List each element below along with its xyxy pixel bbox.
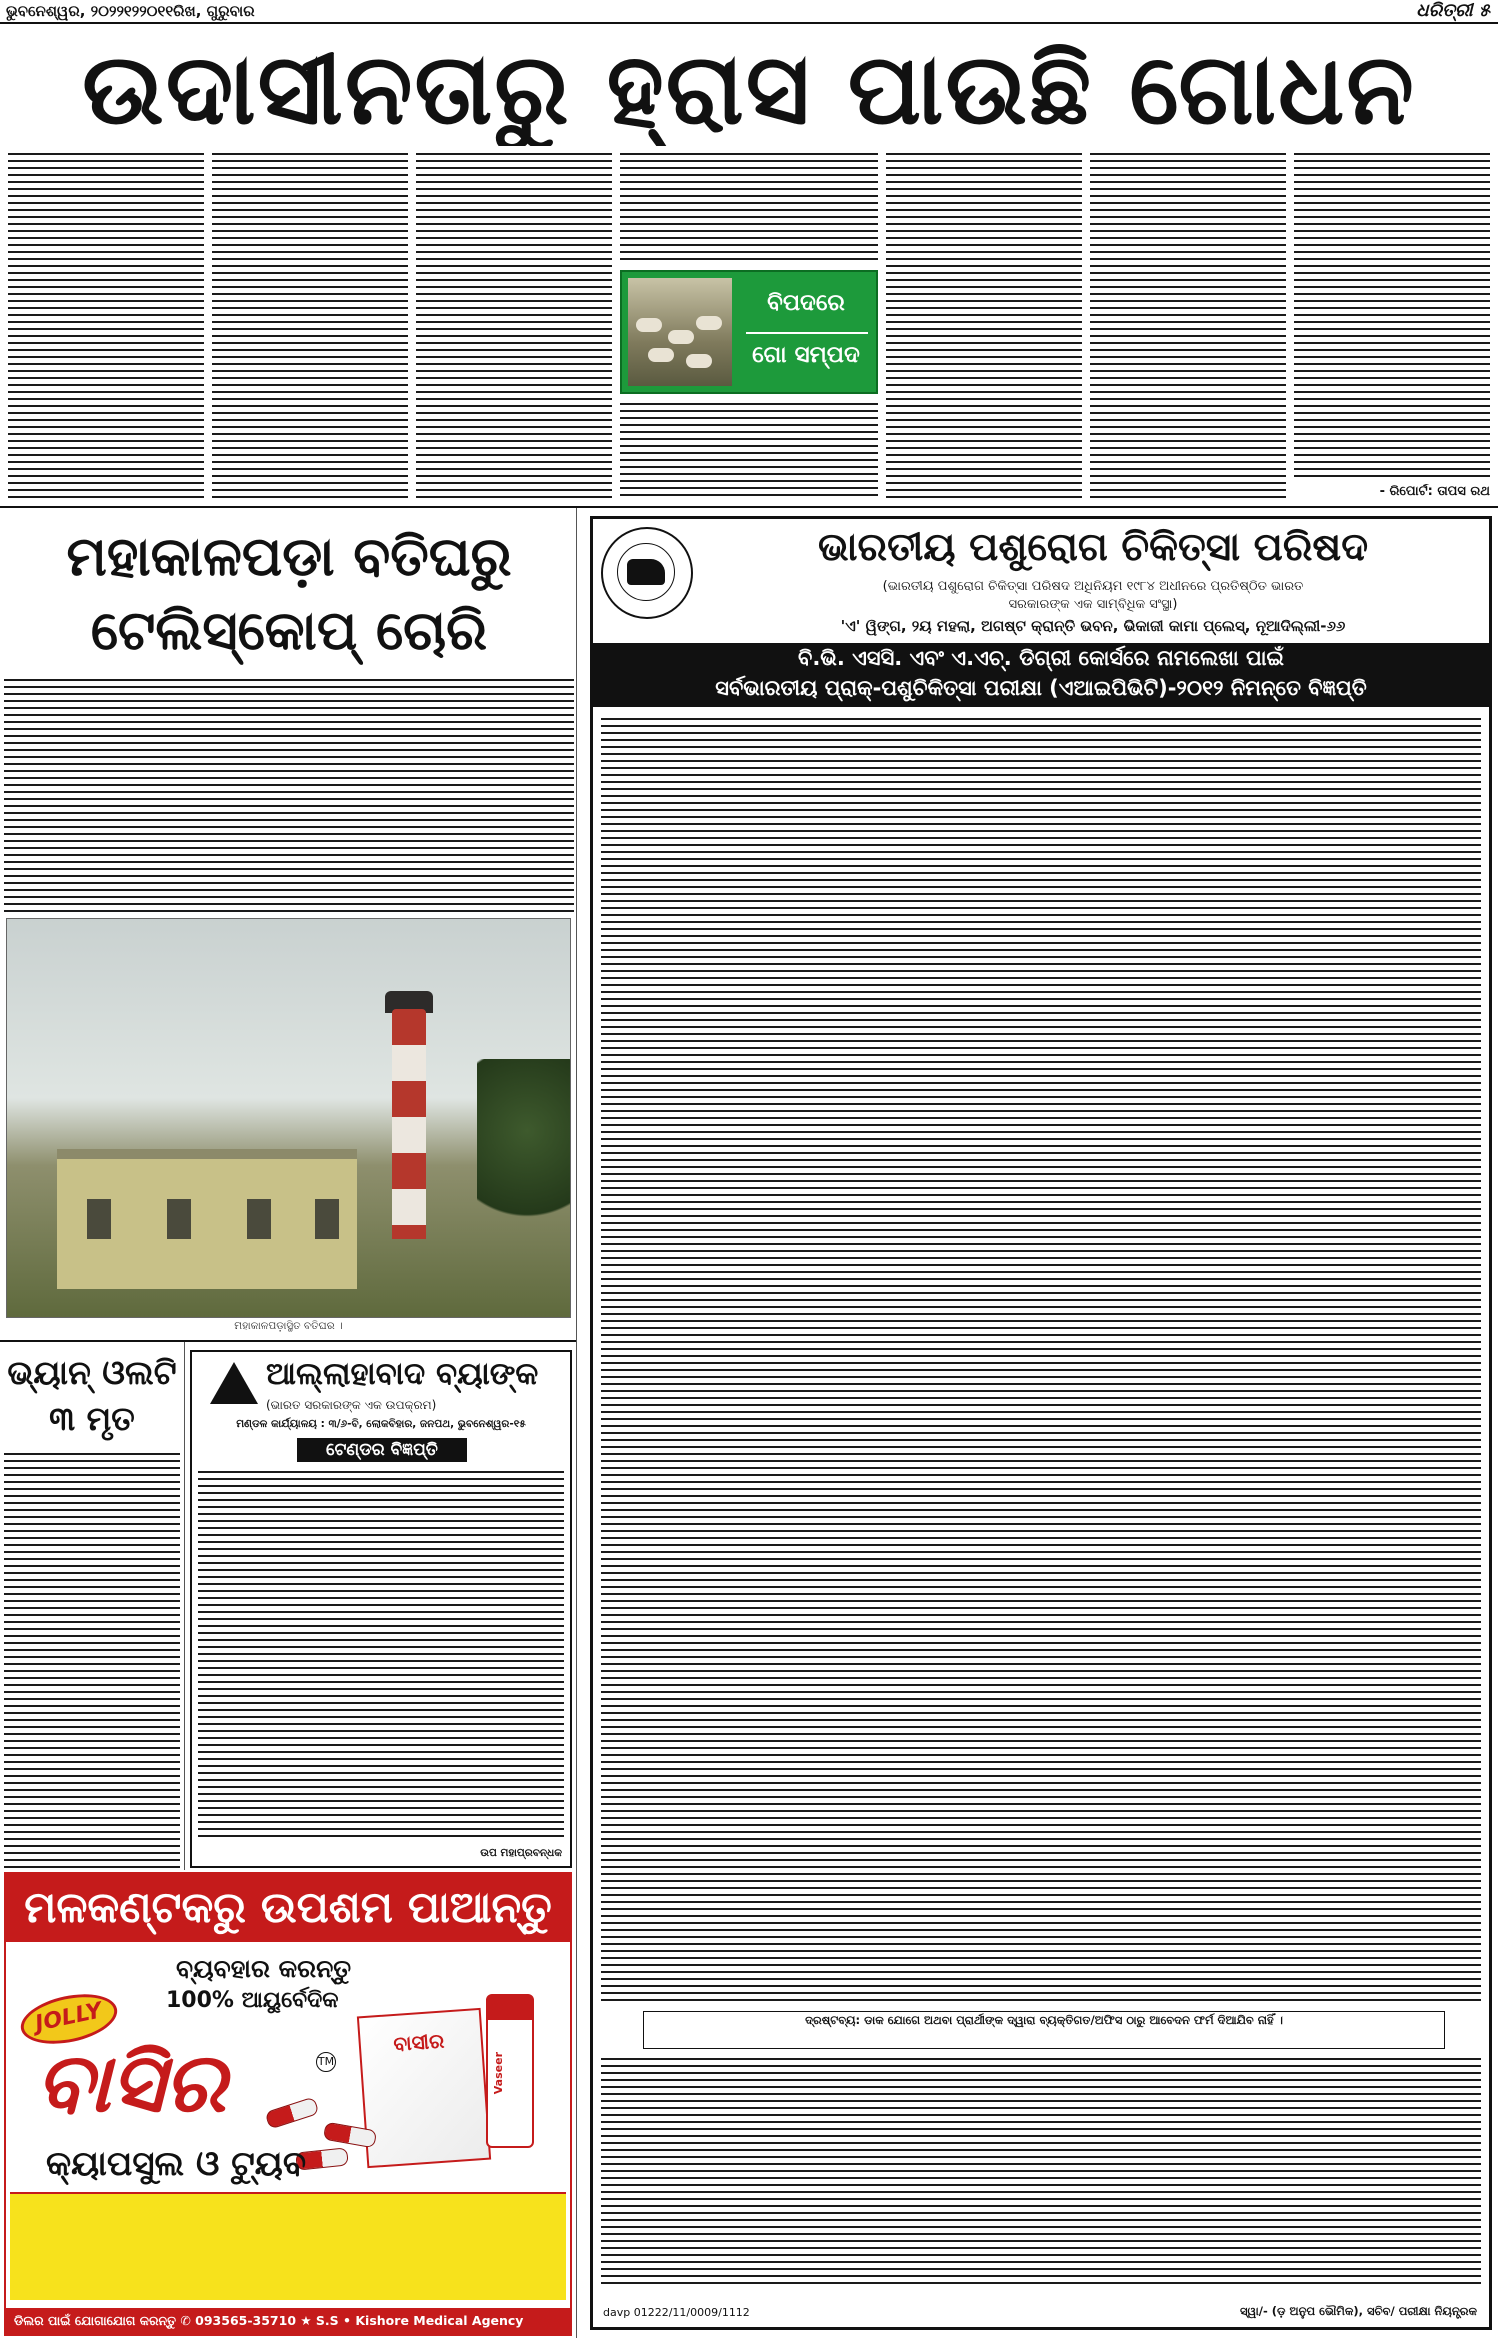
van-body — [4, 1450, 180, 1870]
lead-body-column-7 — [1294, 150, 1490, 480]
vci-banner-line-2: ସର୍ବଭାରତୀୟ ପ୍ରାକ୍-ପଶୁଚିକିତ୍ସା ପରୀକ୍ଷା (ଏଆଇପିଭିଟି)-୨୦୧୨ ନିମନ୍ତେ ବିଜ୍ଞପ୍ତି — [715, 676, 1367, 700]
lead-body-column-2 — [212, 150, 408, 500]
bank-tender-ad — [190, 1350, 572, 1868]
vaseer-ad-footer: ଡିଲର ପାଇଁ ଯୋଗାଯୋଗ କରନ୍ତୁ ✆ 093565-35710 ★ S.S • Kishore Medical Agency — [6, 2308, 570, 2334]
vci-title: ଭାରତୀୟ ପଶୁରୋଗ ଚିକିତ୍ସା ପରିଷଦ — [817, 525, 1369, 570]
cattle-photo — [628, 278, 732, 386]
capsule-icon — [264, 2096, 319, 2129]
vaseer-ad-headline: ମଳକଣ୍ଟକରୁ ଉପଶମ ପାଆନ୍ତୁ — [6, 1874, 570, 1942]
trademark-mark: TM — [316, 2052, 336, 2072]
publication-name: ଧରିତ୍ରୀ ୫ — [1416, 0, 1490, 21]
lead-body-column-4-bottom — [620, 400, 878, 500]
bank-notice-title: ଟେଣ୍ଡର ବିଜ୍ଞପ୍ତି — [297, 1438, 467, 1462]
lead-section-rule — [0, 506, 1498, 508]
vci-banner-line-1: ବି.ଭି. ଏସସି. ଏବଂ ଏ.ଏଚ୍. ଡିଗ୍ରୀ କୋର୍ସରେ ନାମଲେଖା ପାଇଁ — [798, 646, 1284, 670]
lead-body-column-3 — [416, 150, 612, 500]
telescope-photo-caption: ମହାକାଳପଡ଼ାସ୍ଥିତ ବତିଘର । — [234, 1320, 343, 1332]
product-box-label: ବାସୀର — [392, 2028, 445, 2056]
vci-address: 'ଏ' ୱିଙ୍ଗ, ୨ୟ ମହଲା, ଅଗଷ୍ଟ କ୍ରାନ୍ତି ଭବନ, ଭିକାଜୀ କାମା ପ୍ଲେସ୍, ନୂଆଦିଲ୍ଲୀ-୬୬ — [840, 617, 1346, 635]
column-divider — [576, 508, 577, 2338]
dateline: ଭୁବନେଶ୍ୱର, ୨୦୨୨୧୨୨୦୧୧ରିଖ, ଗୁରୁବାର — [6, 2, 255, 20]
bank-name: ଆଲ୍ଲାହାବାଦ ବ୍ୟାଙ୍କ — [266, 1356, 539, 1392]
vaseer-brand: ବାସିର — [36, 2036, 227, 2131]
bank-notice-body — [198, 1468, 564, 1838]
product-tube — [486, 1994, 534, 2148]
product-box — [357, 2008, 491, 2168]
telescope-body — [4, 676, 574, 914]
lead-body-column-6 — [1090, 150, 1286, 500]
vci-seal-icon — [601, 527, 693, 619]
lighthouse-building — [57, 1149, 357, 1289]
bank-address: ମଣ୍ଡଳ କାର୍ଯ୍ୟାଳୟ : ୩/୬-ବି, ଲୋକବିହାର, ଜନପଥ, ଭୁବନେଶ୍ୱର-୧୫ — [236, 1418, 526, 1430]
vci-notice — [590, 516, 1492, 2330]
vci-subnote: ଦ୍ରଷ୍ଟବ୍ୟ: ଡାକ ଯୋଗେ ଅଥବା ପ୍ରାର୍ଥୀଙ୍କ ଦ୍ୱାରା ବ୍ୟକ୍ତିଗତ/ଅଫିସ ଠାରୁ ଆବେଦନ ଫର୍ମ ଦିଆଯିବ ନାହିଁ । — [643, 2011, 1445, 2049]
lead-reporter-credit: - ରିପୋର୍ଟ: ତାପସ ରଥ — [1379, 484, 1490, 499]
vaseer-ad-ayurvedic-line: 100% ଆୟୁର୍ବେଦିକ — [166, 1988, 339, 2013]
bank-subtitle: (ଭାରତ ସରକାରଙ୍କ ଏକ ଉପକ୍ରମ) — [266, 1398, 437, 1412]
vaseer-ad-use-line: ବ୍ୟବହାର କରନ୍ତୁ — [176, 1954, 352, 1983]
bank-logo-icon — [210, 1362, 258, 1404]
lead-body-column-5 — [886, 150, 1082, 500]
cattle-sidebar-divider — [746, 332, 868, 334]
van-column-divider — [184, 1342, 185, 1870]
telescope-section-rule — [0, 1340, 576, 1342]
vci-notice-body-continued — [601, 2055, 1481, 2285]
lighthouse-photo — [6, 918, 571, 1318]
lighthouse-tower — [392, 1009, 426, 1239]
vci-subtitle-2: ସରକାରଙ୍କ ଏକ ସାମ୍ବିଧିକ ସଂସ୍ଥା) — [1008, 597, 1178, 612]
vaseer-ad-form-line: କ୍ୟାପସୁଲ ଓ ଟ୍ୟୁବ — [46, 2144, 307, 2184]
lead-body-column-4-top — [620, 150, 878, 264]
product-tube-label: Vaseer — [492, 2052, 505, 2095]
vci-signature: ସ୍ୱା/- (ଡ଼ ଅନୁପ ଭୌମିକ), ସଚିବ/ ପରୀକ୍ଷା ନିୟନ୍ତ୍ରକ — [1239, 2304, 1477, 2318]
lead-body-column-1 — [8, 150, 204, 500]
cattle-sidebar-title-2: ଗୋ ସମ୍ପଦ — [752, 342, 860, 368]
vci-banner — [593, 643, 1489, 707]
bank-signature: ଉପ ମହାପ୍ରବନ୍ଧକ — [480, 1847, 562, 1859]
vci-ad-code: davp 01222/11/0009/1112 — [603, 2306, 750, 2319]
cattle-sidebar — [620, 270, 878, 394]
telescope-headline: ମହାକାଳପଡ଼ା ବତିଘରୁ ଟେଲିସ୍କୋପ୍ ଚୋରି — [66, 525, 512, 662]
vci-subtitle-1: (ଭାରତୀୟ ପଶୁରୋଗ ଚିକିତ୍ସା ପରିଷଦ ଅଧିନିୟମ ୧୯୮୪ ଅଧୀନରେ ପ୍ରତିଷ୍ଠିତ ଭାରତ — [882, 579, 1304, 594]
cattle-sidebar-title-1: ବିପଦରେ — [767, 290, 845, 316]
tree-in-photo — [477, 1059, 571, 1239]
van-headline: ଭ୍ୟାନ୍ ଓଲଟି ୩ ମୃତ — [7, 1353, 177, 1438]
vaseer-ad-benefits — [10, 2192, 566, 2300]
jolly-logo: JOLLY — [16, 1986, 121, 2051]
lead-headline: ଉଦାସୀନତାରୁ ହ୍ରାସ ପାଉଛି ଗୋଧନ — [82, 34, 1416, 146]
vci-notice-body — [601, 715, 1481, 2005]
vaseer-ad — [4, 1872, 572, 2336]
masthead — [0, 0, 1498, 24]
